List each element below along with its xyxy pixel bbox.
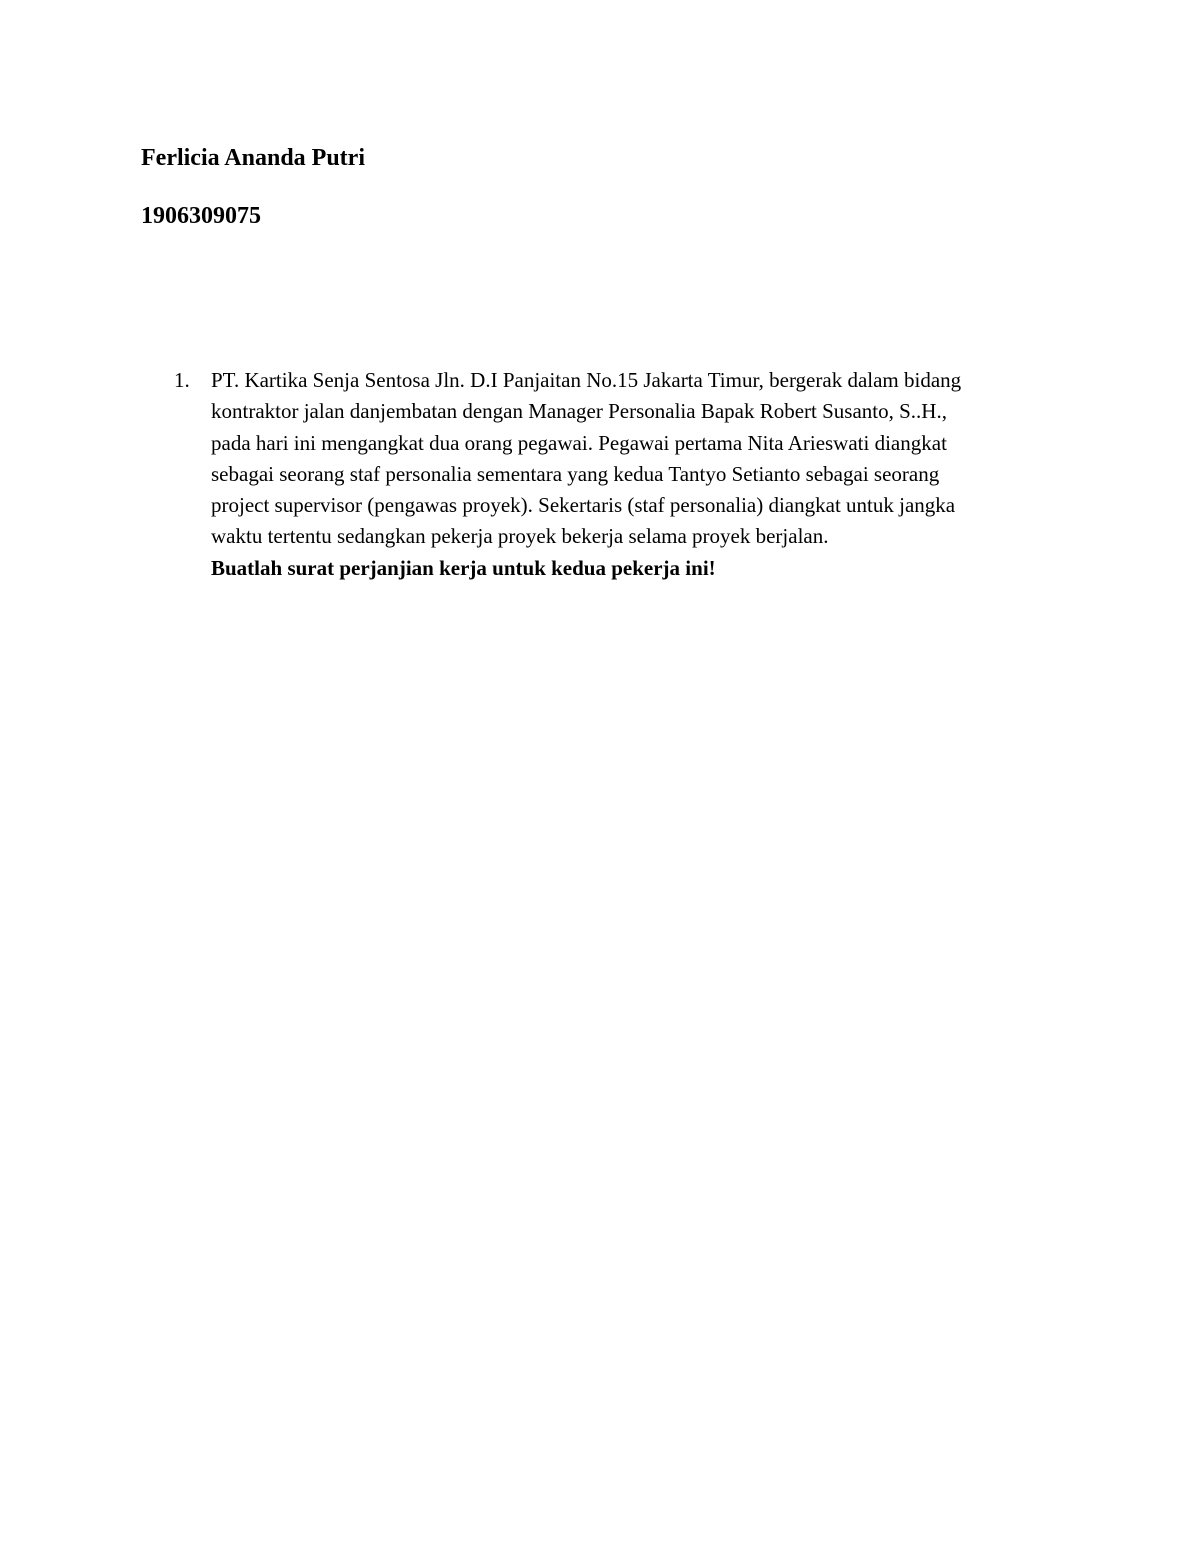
question-line: project supervisor (pengawas proyek). Sekertaris (staf personalia) diangkat untuk jangka [211, 493, 956, 518]
question-body [211, 365, 1061, 584]
question-line: sebagai seorang staf personalia sementara yang kedua Tantyo Setianto sebagai seorang [211, 461, 940, 486]
student-id: 1906309075 [141, 203, 261, 229]
question-task: Buatlah surat perjanjian kerja untuk kedua pekerja ini! [211, 555, 716, 580]
question-line: kontraktor jalan danjembatan dengan Manager Personalia Bapak Robert Susanto, S..H., [211, 399, 947, 424]
question-line: pada hari ini mengangkat dua orang pegawai. Pegawai pertama Nita Arieswati diangkat [211, 430, 947, 455]
question-line: PT. Kartika Senja Sentosa Jln. D.I Panjaitan No.15 Jakarta Timur, bergerak dalam bidang [211, 368, 962, 392]
question-number: 1. [174, 368, 190, 392]
question-line: waktu tertentu sedangkan pekerja proyek bekerja selama proyek berjalan. [211, 524, 829, 549]
student-name: Ferlicia Ananda Putri [141, 145, 365, 171]
